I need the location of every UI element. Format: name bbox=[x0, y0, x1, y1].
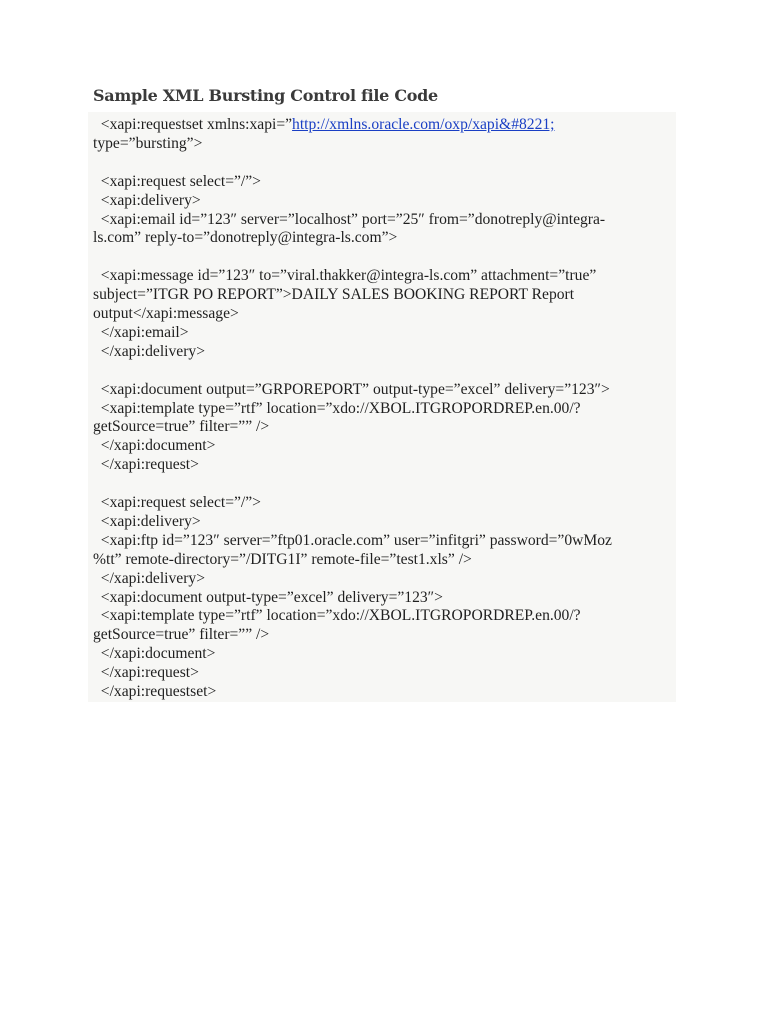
code-text: <xapi:message id=”123″ to=”viral.thakker@integra-ls.com” attachment=”true” bbox=[93, 267, 597, 285]
code-line bbox=[93, 493, 261, 512]
code-text: subject=”ITGR PO REPORT”>DAILY SALES BOOKING REPORT Report bbox=[93, 286, 575, 304]
code-text: <xapi:request select=”/”> bbox=[93, 172, 261, 190]
code-text: <xapi:ftp id=”123″ server=”ftp01.oracle.com” user=”infitgri” password=”0wMoz bbox=[93, 531, 612, 549]
code-line bbox=[93, 682, 216, 701]
code-line bbox=[93, 399, 581, 418]
code-text: ls.com” reply-to=”donotreply@integra-ls.com”> bbox=[93, 229, 398, 247]
code-line bbox=[93, 210, 605, 229]
code-line bbox=[93, 531, 612, 550]
code-line bbox=[93, 625, 269, 644]
code-line bbox=[93, 644, 215, 663]
code-line bbox=[93, 512, 201, 531]
code-text: getSource=true” filter=”” /> bbox=[93, 418, 270, 436]
code-line bbox=[93, 380, 610, 399]
code-line bbox=[93, 342, 205, 361]
code-line bbox=[93, 569, 205, 588]
code-line bbox=[93, 606, 581, 625]
code-text: <xapi:document output=”GRPOREPORT” output-type=”excel” delivery=”123″> bbox=[93, 380, 610, 398]
code-line bbox=[93, 550, 472, 569]
xmlns-link[interactable]: http://xmlns.oracle.com/oxp/xapi&#8221; bbox=[292, 116, 555, 133]
code-line bbox=[93, 266, 596, 285]
code-text: </xapi:delivery> bbox=[93, 569, 205, 587]
code-text: <xapi:delivery> bbox=[93, 512, 201, 530]
code-line bbox=[93, 455, 199, 474]
document-title: Sample XML Bursting Control file Code bbox=[93, 86, 438, 105]
code-line bbox=[93, 417, 269, 436]
code-line bbox=[93, 663, 199, 682]
code-text: <xapi:requestset xmlns:xapi=” bbox=[93, 116, 293, 133]
code-text: <xapi:delivery> bbox=[93, 191, 201, 209]
code-line bbox=[93, 134, 202, 153]
code-text: getSource=true” filter=”” /> bbox=[93, 626, 270, 644]
code-line bbox=[93, 588, 443, 607]
code-text: <xapi:template type=”rtf” location=”xdo://XBOL.ITGROPORDREP.en.00/? bbox=[93, 607, 581, 625]
code-line bbox=[93, 228, 397, 247]
code-line bbox=[93, 172, 261, 191]
code-text: <xapi:email id=”123″ server=”localhost” port=”25″ from=”donotreply@integra- bbox=[93, 210, 606, 228]
code-text: </xapi:email> bbox=[93, 323, 189, 341]
code-text: </xapi:document> bbox=[93, 437, 216, 455]
code-text: <xapi:document output-type=”excel” delivery=”123″> bbox=[93, 588, 443, 606]
code-text: <xapi:request select=”/”> bbox=[93, 494, 261, 511]
code-line bbox=[93, 191, 201, 210]
code-text: </xapi:document> bbox=[93, 645, 216, 663]
code-text: <xapi:template type=”rtf” location=”xdo://XBOL.ITGROPORDREP.en.00/? bbox=[93, 399, 581, 417]
code-line bbox=[93, 115, 555, 134]
code-text: </xapi:delivery> bbox=[93, 342, 205, 360]
code-text: type=”bursting”> bbox=[93, 134, 203, 152]
code-text: </xapi:requestset> bbox=[93, 683, 217, 700]
code-text: %tt” remote-directory=”/DITG1I” remote-file=”test1.xls” /> bbox=[93, 550, 472, 568]
code-text: </xapi:request> bbox=[93, 664, 199, 682]
code-line bbox=[93, 323, 189, 342]
code-line bbox=[93, 285, 574, 304]
code-text: output</xapi:message> bbox=[93, 305, 239, 322]
code-text: </xapi:request> bbox=[93, 456, 199, 474]
code-line bbox=[93, 304, 239, 323]
code-line bbox=[93, 436, 215, 455]
